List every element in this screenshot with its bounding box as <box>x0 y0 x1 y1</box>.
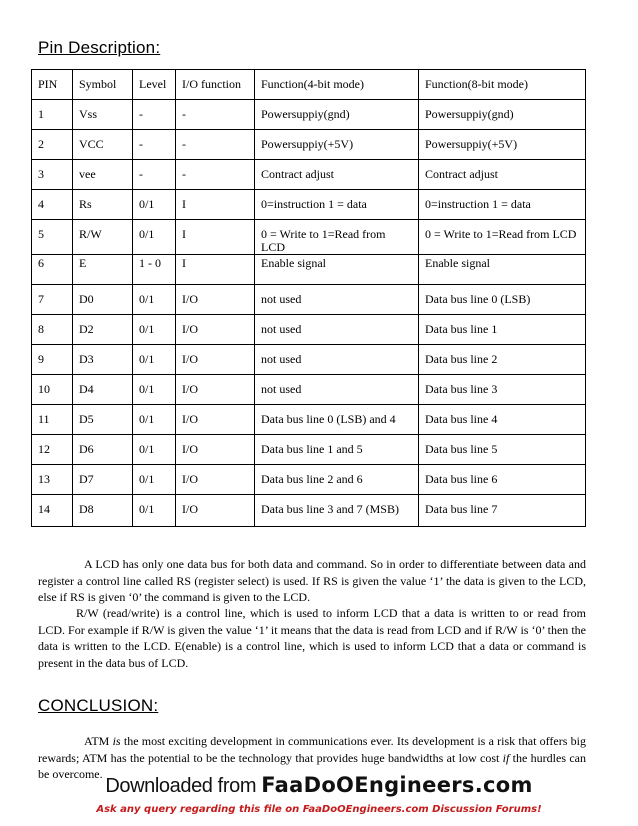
cell-symbol: D2 <box>73 315 133 345</box>
table-row <box>32 345 586 375</box>
table-row <box>32 495 586 527</box>
cell-io: - <box>176 160 255 190</box>
cell-io: I/O <box>176 435 255 465</box>
header-function-8bit: Function(8-bit mode) <box>419 70 586 100</box>
header-symbol: Symbol <box>73 70 133 100</box>
cell-symbol: VCC <box>73 130 133 160</box>
cell-function-4bit: 0 = Write to 1=Read from LCD <box>255 220 419 255</box>
conclusion-heading: CONCLUSION: <box>38 696 159 715</box>
cell-io: I/O <box>176 495 255 527</box>
cell-function-8bit: Data bus line 0 (LSB) <box>419 285 586 315</box>
cell-symbol: D6 <box>73 435 133 465</box>
table-row <box>32 190 586 220</box>
table-row <box>32 465 586 495</box>
cell-level: 0/1 <box>133 375 176 405</box>
site-brand-logo[interactable]: FaaDoOEngineers.com <box>261 773 533 797</box>
header-io-function: I/O function <box>176 70 255 100</box>
cell-symbol: D4 <box>73 375 133 405</box>
cell-level: - <box>133 130 176 160</box>
cell-level: 0/1 <box>133 345 176 375</box>
cell-function-4bit: not used <box>255 315 419 345</box>
cell-level: - <box>133 100 176 130</box>
conclusion-emphasis-if: if <box>502 750 510 765</box>
pin-description-heading: Pin Description: <box>38 38 161 57</box>
cell-pin: 9 <box>32 345 73 375</box>
cell-pin: 2 <box>32 130 73 160</box>
pin-description-table <box>31 69 586 527</box>
cell-function-8bit: Enable signal <box>419 255 586 285</box>
rs-paragraph <box>38 556 586 606</box>
cell-pin: 5 <box>32 220 73 255</box>
cell-pin: 10 <box>32 375 73 405</box>
table-row <box>32 435 586 465</box>
cell-io: I/O <box>176 375 255 405</box>
cell-function-4bit: Enable signal <box>255 255 419 285</box>
cell-function-4bit: Contract adjust <box>255 160 419 190</box>
cell-symbol: Vss <box>73 100 133 130</box>
cell-function-4bit: not used <box>255 375 419 405</box>
cell-level: 0/1 <box>133 435 176 465</box>
cell-pin: 4 <box>32 190 73 220</box>
cell-io: - <box>176 100 255 130</box>
cell-symbol: D0 <box>73 285 133 315</box>
download-banner <box>0 773 638 798</box>
table-row <box>32 160 586 190</box>
cell-function-8bit: Data bus line 5 <box>419 435 586 465</box>
cell-pin: 13 <box>32 465 73 495</box>
cell-function-8bit: Data bus line 2 <box>419 345 586 375</box>
cell-pin: 1 <box>32 100 73 130</box>
table-row <box>32 405 586 435</box>
cell-symbol: vee <box>73 160 133 190</box>
table-row <box>32 285 586 315</box>
cell-level: - <box>133 160 176 190</box>
cell-function-8bit: 0=instruction 1 = data <box>419 190 586 220</box>
cell-symbol: R/W <box>73 220 133 255</box>
cell-level: 0/1 <box>133 190 176 220</box>
cell-io: I/O <box>176 465 255 495</box>
cell-symbol: Rs <box>73 190 133 220</box>
cell-function-8bit: Data bus line 1 <box>419 315 586 345</box>
cell-io: I <box>176 255 255 285</box>
cell-pin: 14 <box>32 495 73 527</box>
table-row <box>32 220 586 255</box>
table-row <box>32 315 586 345</box>
table-row <box>32 100 586 130</box>
header-pin: PIN <box>32 70 73 100</box>
cell-symbol: E <box>73 255 133 285</box>
cell-io: I/O <box>176 315 255 345</box>
conclusion-text-1: ATM <box>84 734 113 748</box>
cell-io: I/O <box>176 285 255 315</box>
rs-paragraph-text: A LCD has only one data bus for both data and command. So in order to differentiate between data and register a control line called RS (register select) is used. If RS is given the value ‘1’ the data is given to the LCD, else if RS is given ‘0’ the command is given to the LCD. <box>38 557 586 604</box>
cell-function-4bit: Powersuppiy(gnd) <box>255 100 419 130</box>
cell-function-8bit: 0 = Write to 1=Read from LCD <box>419 220 586 255</box>
cell-function-4bit: not used <box>255 345 419 375</box>
cell-io: I/O <box>176 345 255 375</box>
cell-symbol: D7 <box>73 465 133 495</box>
conclusion-text-3: the hurdles can be overcome. <box>38 750 586 781</box>
cell-function-8bit: Powersuppiy(+5V) <box>419 130 586 160</box>
cell-function-8bit: Data bus line 7 <box>419 495 586 527</box>
cell-function-4bit: 0=instruction 1 = data <box>255 190 419 220</box>
header-function-4bit: Function(4-bit mode) <box>255 70 419 100</box>
cell-level: 0/1 <box>133 465 176 495</box>
cell-function-8bit: Data bus line 4 <box>419 405 586 435</box>
cell-io: I <box>176 220 255 255</box>
cell-function-4bit: Data bus line 2 and 6 <box>255 465 419 495</box>
table-header-row <box>32 70 586 100</box>
cell-symbol: D8 <box>73 495 133 527</box>
conclusion-text-2: the most exciting development in communications ever. Its development is a risk that offers big rewards; ATM has the potential to be the technology that provides huge bandwidths at low cost <box>38 734 586 765</box>
cell-symbol: D3 <box>73 345 133 375</box>
cell-level: 0/1 <box>133 405 176 435</box>
cell-level: 0/1 <box>133 315 176 345</box>
cell-level: 0/1 <box>133 495 176 527</box>
table-row <box>32 255 586 285</box>
cell-function-8bit: Data bus line 6 <box>419 465 586 495</box>
cell-function-4bit: not used <box>255 285 419 315</box>
cell-function-4bit: Powersuppiy(+5V) <box>255 130 419 160</box>
cell-level: 1 - 0 <box>133 255 176 285</box>
table-row <box>32 130 586 160</box>
cell-symbol: D5 <box>73 405 133 435</box>
table-row <box>32 375 586 405</box>
downloaded-from-text: Downloaded from <box>105 775 262 797</box>
forum-query-note: Ask any query regarding this file on FaaDoOEngineers.com Discussion Forums! <box>96 804 542 815</box>
conclusion-emphasis-is: is <box>112 734 121 748</box>
cell-pin: 12 <box>32 435 73 465</box>
rw-paragraph <box>38 605 586 671</box>
cell-pin: 6 <box>32 255 73 285</box>
cell-function-4bit: Data bus line 3 and 7 (MSB) <box>255 495 419 527</box>
cell-pin: 7 <box>32 285 73 315</box>
cell-pin: 8 <box>32 315 73 345</box>
cell-pin: 3 <box>32 160 73 190</box>
cell-function-8bit: Contract adjust <box>419 160 586 190</box>
cell-io: - <box>176 130 255 160</box>
cell-function-4bit: Data bus line 0 (LSB) and 4 <box>255 405 419 435</box>
cell-function-4bit: Data bus line 1 and 5 <box>255 435 419 465</box>
header-level: Level <box>133 70 176 100</box>
cell-io: I <box>176 190 255 220</box>
cell-pin: 11 <box>32 405 73 435</box>
cell-io: I/O <box>176 405 255 435</box>
cell-function-8bit: Powersuppiy(gnd) <box>419 100 586 130</box>
cell-function-8bit: Data bus line 3 <box>419 375 586 405</box>
cell-level: 0/1 <box>133 220 176 255</box>
rw-paragraph-text: R/W (read/write) is a control line, which is used to inform LCD that a data is written to or read from LCD. For example if R/W is given the value ‘1’ it means that the data is read from LCD and if R/W is ‘0’ then the data is written to the LCD. E(enable) is a control line, which is used to inform LCD that a data or command is present in the data bus of LCD. <box>38 606 586 670</box>
cell-level: 0/1 <box>133 285 176 315</box>
